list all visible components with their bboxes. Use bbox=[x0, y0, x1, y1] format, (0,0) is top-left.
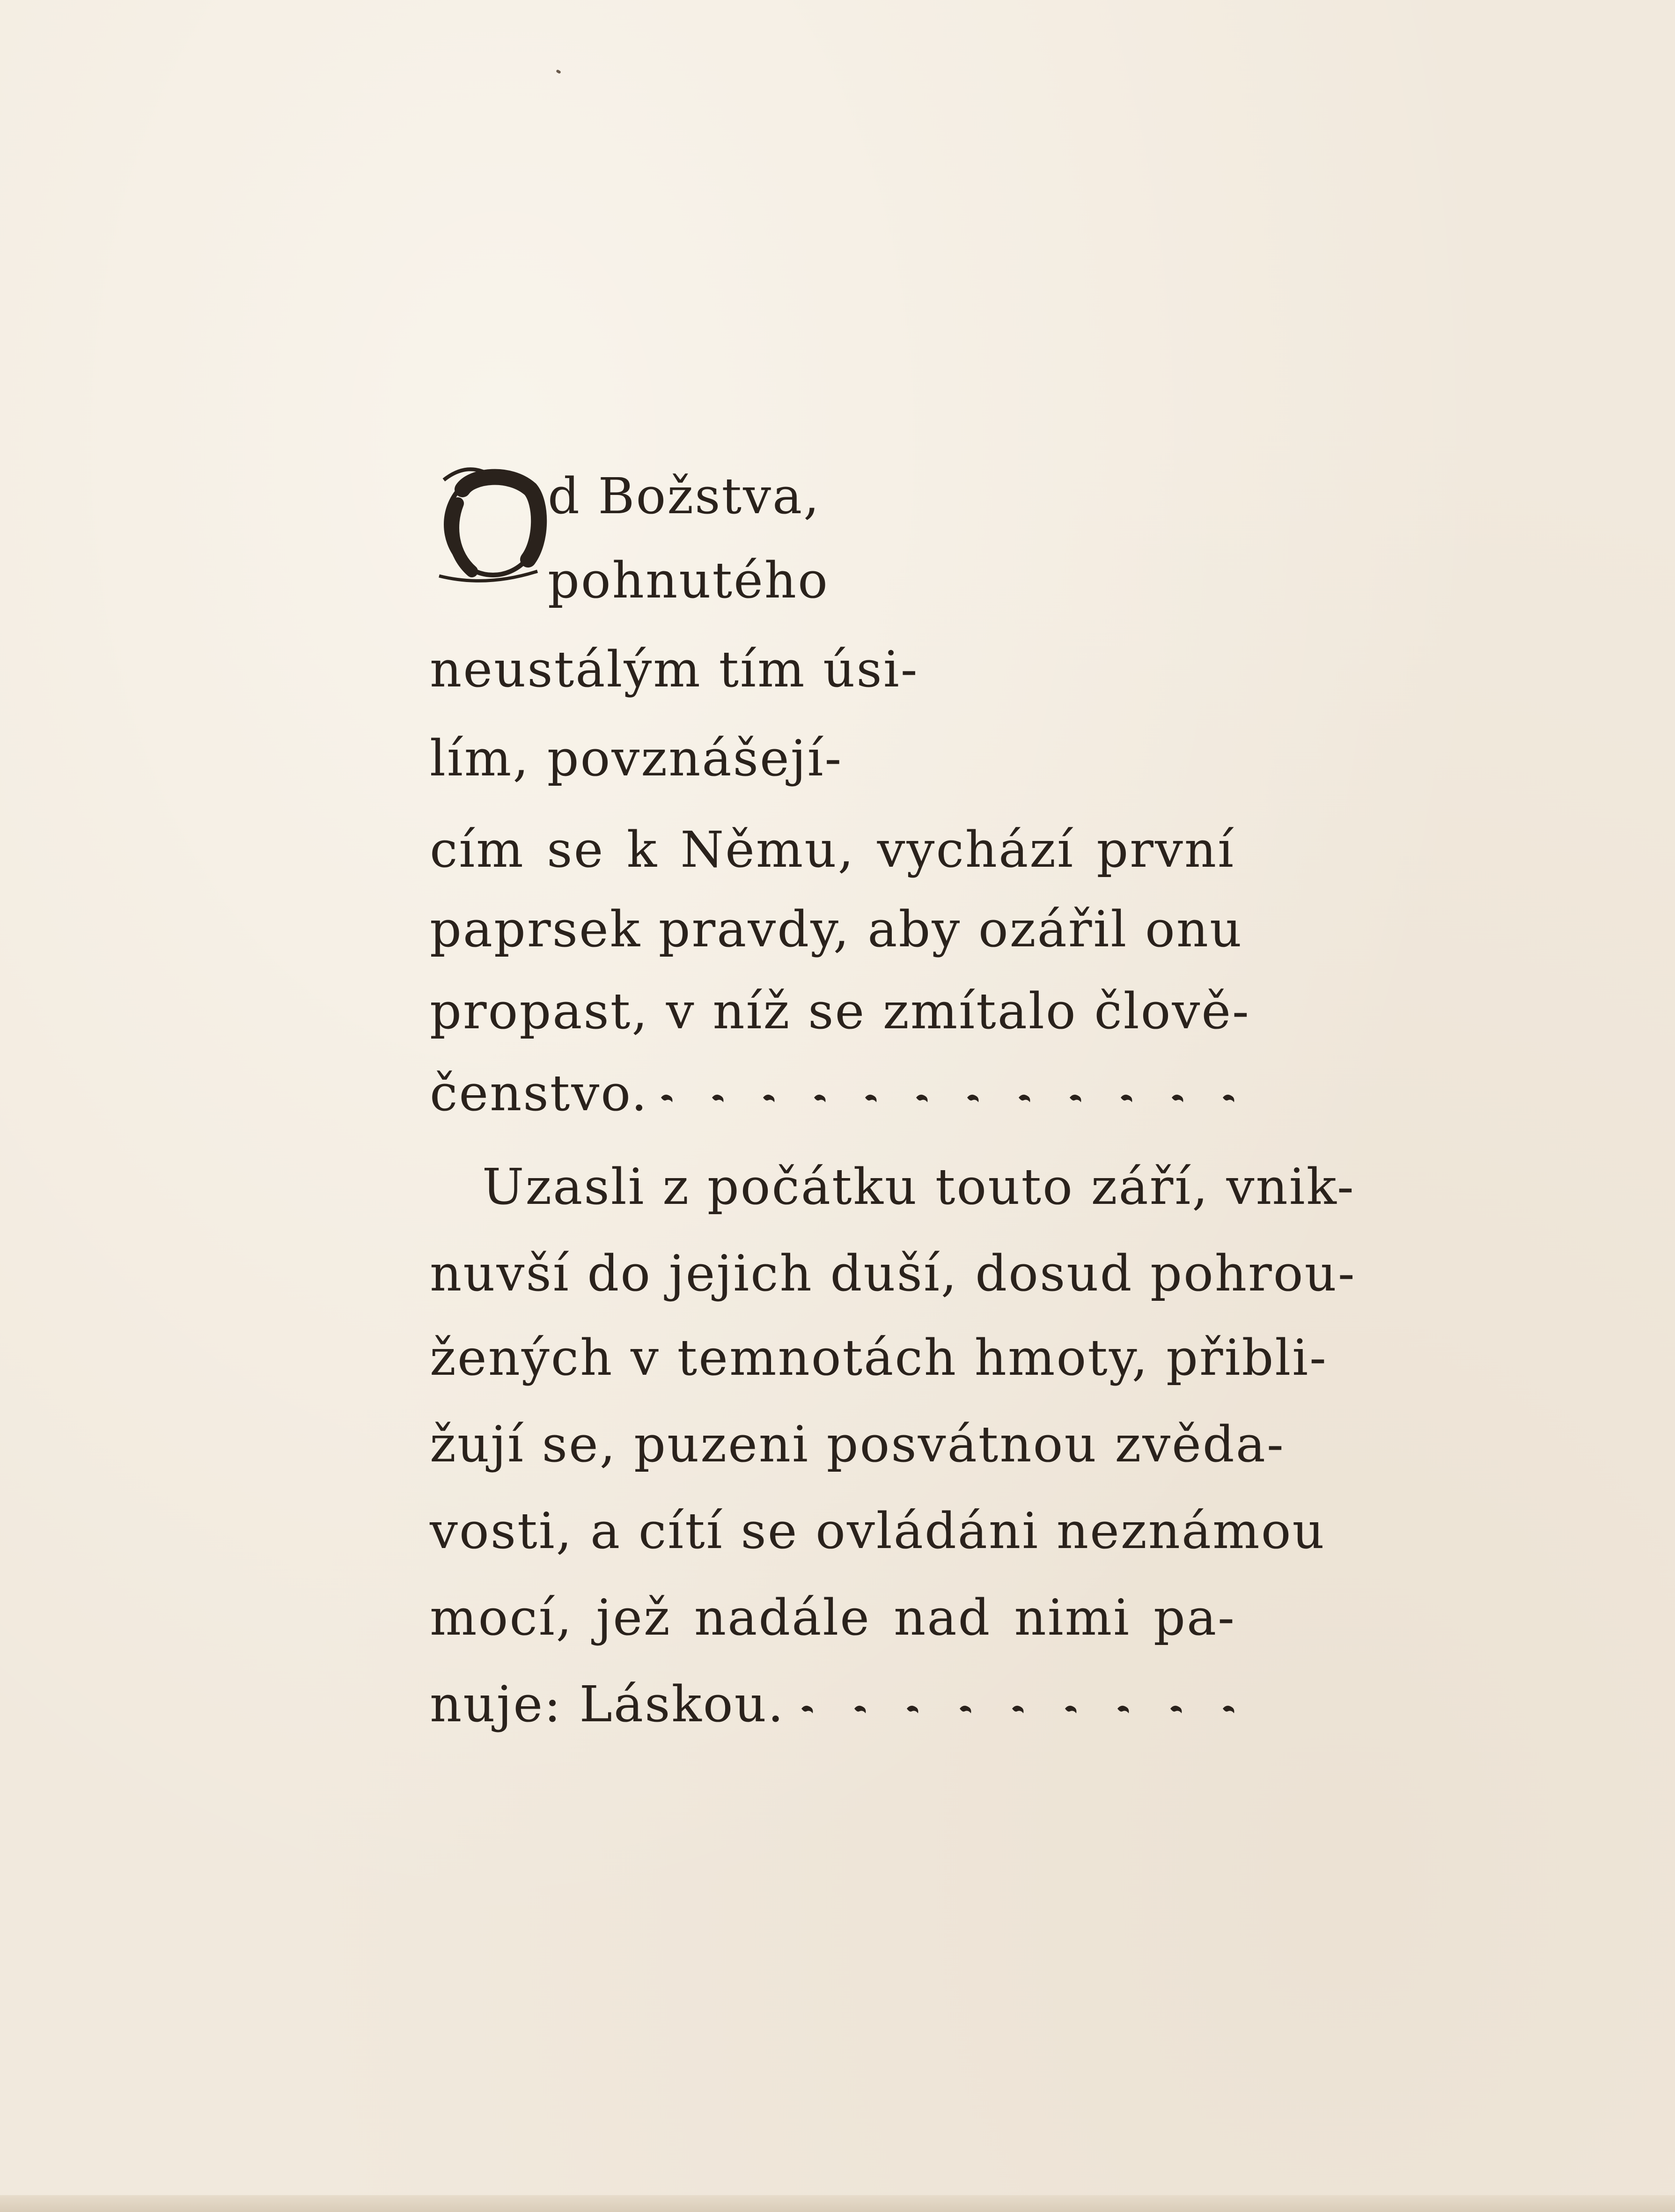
fleuron-icon bbox=[915, 1091, 929, 1105]
paragraph2-line-5: vosti, a cítí se ovládáni neznámou bbox=[430, 1502, 1326, 1560]
fleuron-icon bbox=[711, 1091, 725, 1105]
fleuron-icon bbox=[1018, 1091, 1032, 1105]
fleuron-icon bbox=[906, 1702, 920, 1716]
fleuron-icon bbox=[864, 1091, 878, 1105]
paragraph1-line-2: pohnutého bbox=[548, 552, 829, 609]
fleuron-icon bbox=[1120, 1091, 1134, 1105]
paragraph2-line-7: nuje: Láskou. bbox=[430, 1675, 785, 1733]
paragraph2-line-3: žených v temnotách hmoty, přibli- bbox=[430, 1329, 1328, 1386]
paragraph1-line-1: d Božstva, bbox=[548, 467, 821, 525]
paragraph2-line-4: žují se, puzeni posvátnou zvěda- bbox=[430, 1416, 1285, 1473]
fleuron-icon bbox=[1222, 1091, 1236, 1105]
ornament-row-2 bbox=[801, 1700, 1236, 1718]
fleuron-icon bbox=[1171, 1091, 1185, 1105]
fleuron-icon bbox=[1069, 1091, 1083, 1105]
ornament-row-1 bbox=[660, 1089, 1236, 1107]
fleuron-icon bbox=[1011, 1702, 1025, 1716]
fleuron-icon bbox=[1064, 1702, 1078, 1716]
paragraph1-line-4: lím, povznášejí- bbox=[430, 730, 843, 787]
fleuron-icon bbox=[959, 1702, 973, 1716]
fleuron-icon bbox=[966, 1091, 980, 1105]
paragraph1-line-7: propast, v níž se zmítalo člově- bbox=[430, 982, 1250, 1040]
paragraph1-line-3: neustálým tím úsi- bbox=[430, 641, 919, 698]
fleuron-icon bbox=[813, 1091, 827, 1105]
paragraph2-line-1: Uzasli z počátku touto září, vnik- bbox=[482, 1158, 1355, 1216]
paragraph1-line-8: čenstvo. bbox=[430, 1064, 648, 1122]
fleuron-icon bbox=[1222, 1702, 1236, 1716]
paragraph2-line-6: mocí, jež nadále nad nimi pa- bbox=[430, 1589, 1236, 1646]
initial-letter-o bbox=[430, 461, 554, 583]
fleuron-icon bbox=[660, 1091, 674, 1105]
fleuron-icon bbox=[1169, 1702, 1183, 1716]
fleuron-icon bbox=[853, 1702, 867, 1716]
fleuron-icon bbox=[1117, 1702, 1131, 1716]
fleuron-icon bbox=[801, 1702, 815, 1716]
paragraph1-line-5: cím se k Němu, vychází první bbox=[430, 821, 1235, 878]
paragraph2-line-2: nuvší do jejich duší, dosud pohrou- bbox=[430, 1245, 1356, 1302]
paper-bottom-edge bbox=[0, 2195, 1675, 2212]
paragraph1-line-6: paprsek pravdy, aby ozářil onu bbox=[430, 900, 1243, 958]
fleuron-icon bbox=[762, 1091, 776, 1105]
